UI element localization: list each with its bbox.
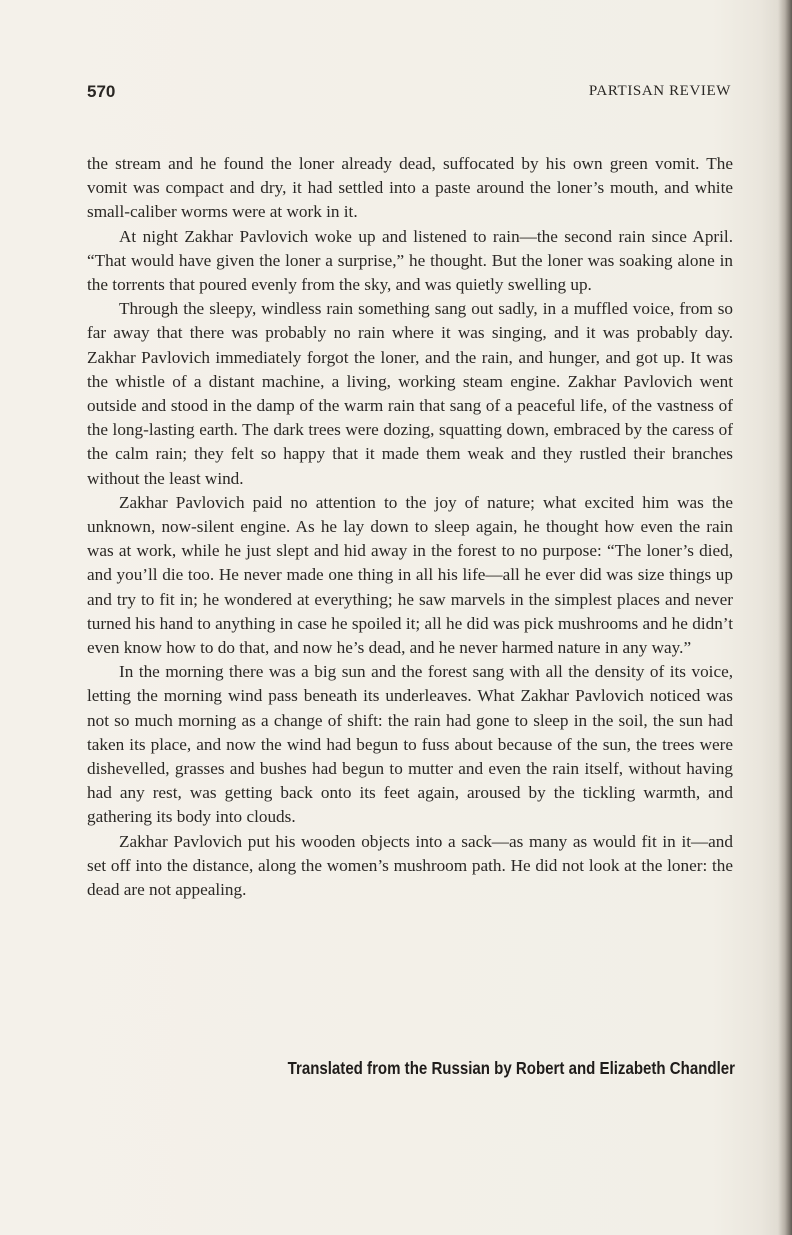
running-head: PARTISAN REVIEW <box>588 83 731 99</box>
paragraph: Through the sleepy, windless rain something sang out sadly, in a muffled voice, from so far away that there was probably no rain where it was singing, and it was probably day. Zakhar Pavlovich immediately forgot the loner, and the rain, and hunger, and got up. It was the whistle of a distant machine, a living, working steam engine. Zakhar Pavlovich went outside and stood in the damp of the warm rain that sang of a peaceful life, of the vastness of the long-lasting earth. The dark trees were dozing, squatting down, embraced by the caress of the calm rain; they felt so happy that it made them weak and they rustled their branches without the least wind. <box>87 299 733 488</box>
page-number: 570 <box>87 82 116 101</box>
paragraph: Zakhar Pavlovich paid no attention to the joy of nature; what excited him was the unknown, now-silent engine. As he lay down to sleep again, he thought how even the rain was at work, while he just slept and hid away in the forest to no purpose: “The loner’s died, and you’ll die too. He never made one thing in all his life—all he ever did was size things up and try to fit in; he wondered at everything; he saw marvels in the simplest places and never turned his hand to anything in case he spoiled it; all he did was pick mushrooms and he didn’t even know how to do that, and now he’s dead, and he never harmed nature in any way.” <box>87 492 733 658</box>
body-text <box>87 152 733 902</box>
translator-credit: Translated from the Russian by Robert and Elizabeth Chandler <box>287 1058 735 1078</box>
paragraph: Zakhar Pavlovich put his wooden objects into a sack—as many as would fit in it—and set off into the distance, along the women’s mushroom path. He did not look at the loner: the dead are not appealing. <box>87 831 733 900</box>
page-header <box>87 82 731 106</box>
paragraph: In the morning there was a big sun and the forest sang with all the density of its voice, letting the morning wind pass beneath its underleaves. What Zakhar Pavlovich noticed was not so much morning as a change of shift: the rain had gone to sleep in the soil, the sun had taken its place, and now the wind had begun to fuss about because of the sun, the trees were dishevelled, grasses and bushes had begun to mutter and even the rain itself, without having had any rest, was getting back onto its feet again, aroused by the tickling warmth, and gathering its body into clouds. <box>87 662 733 827</box>
paragraph: At night Zakhar Pavlovich woke up and listened to rain—the second rain since April. “That would have given the loner a surprise,” he thought. But the loner was soaking alone in the torrents that poured evenly from the sky, and was quietly swelling up. <box>87 226 733 295</box>
page-edge-shadow <box>778 0 792 1235</box>
paragraph: the stream and he found the loner already dead, suffocated by his own green vomit. The vomit was compact and dry, it had settled into a paste around the loner’s mouth, and white small-caliber worms were at work in it. <box>87 154 733 222</box>
